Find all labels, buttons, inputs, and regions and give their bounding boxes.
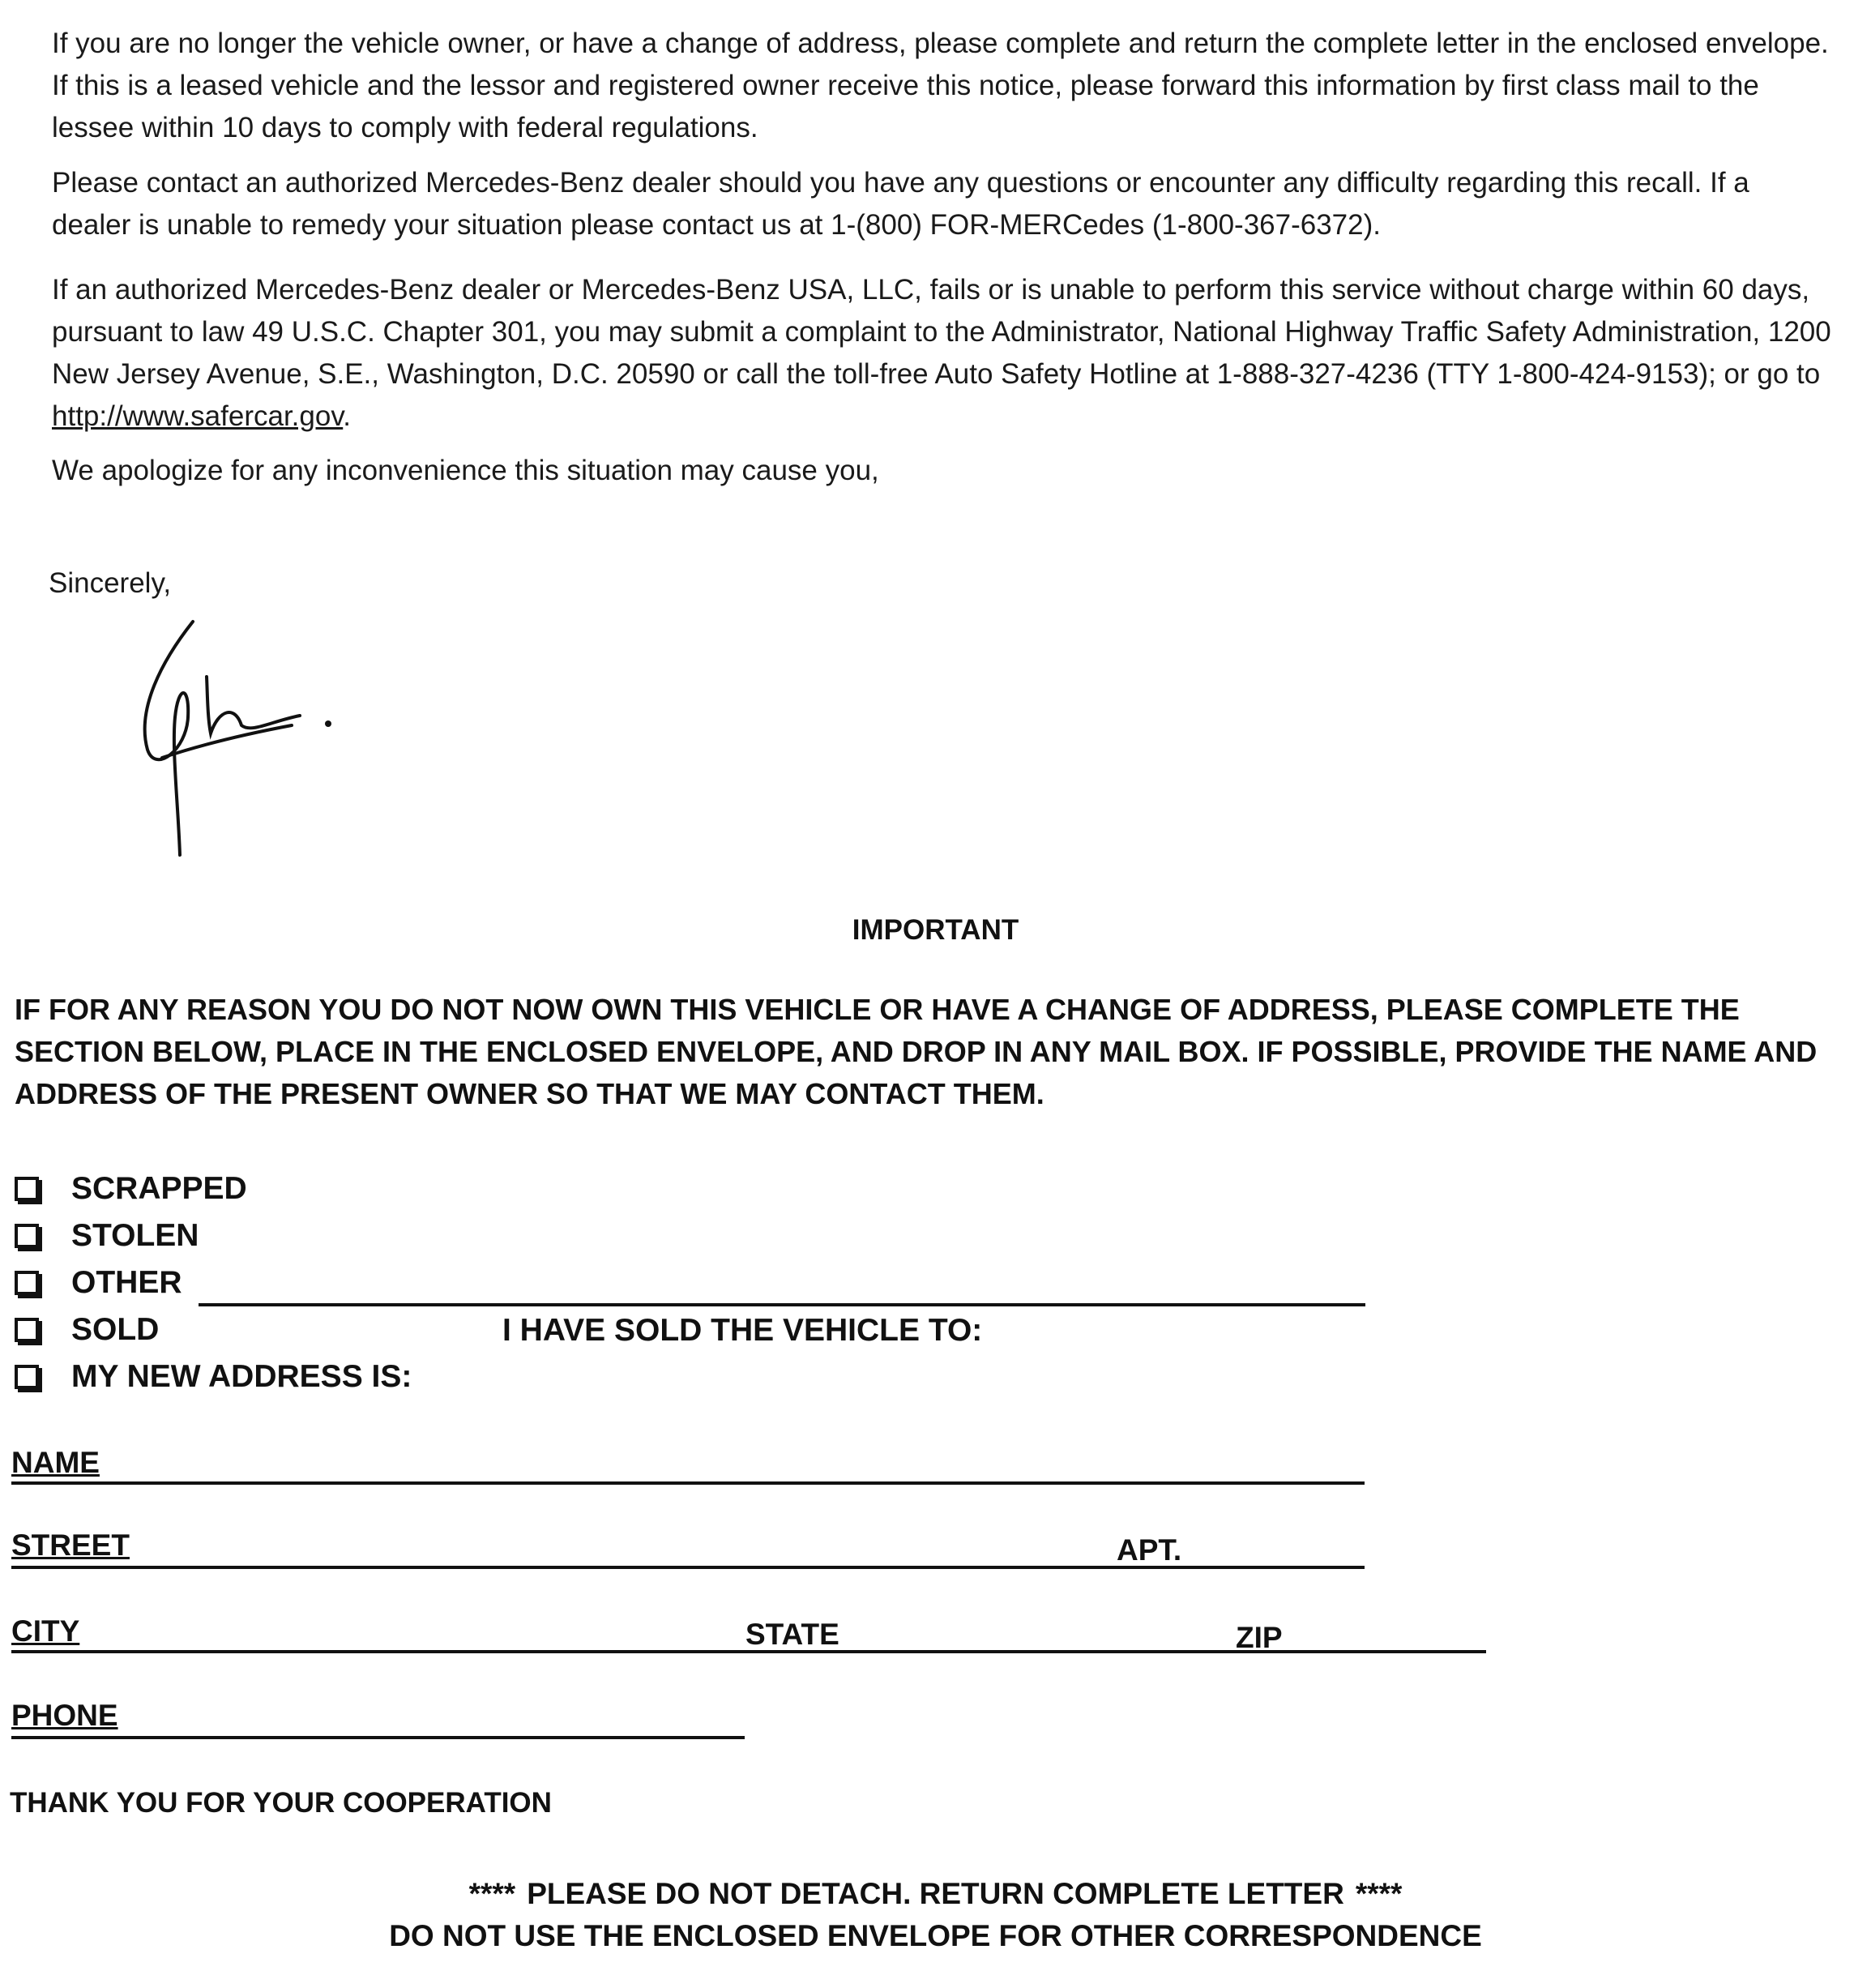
sold-label: SOLD [71,1312,160,1347]
option-new-address[interactable] [15,1353,412,1400]
complaint-end: . [343,400,351,432]
name-field[interactable] [11,1481,1365,1485]
paragraph-complaint [52,269,1835,438]
phone-label: PHONE [11,1699,118,1732]
footer-do-not-detach [0,1877,1871,1911]
option-stolen[interactable] [15,1212,412,1259]
important-notice: IF FOR ANY REASON YOU DO NOT NOW OWN THIS VEHICLE OR HAVE A CHANGE OF ADDRESS, PLEASE COMPLETE THE SECTION BELOW, PLACE IN THE ENCLOSED ENVELOPE, AND DROP IN ANY MAIL BOX. IF POSSIBLE, PROVIDE THE NAME AND ADDRESS OF THE PRESENT OWNER SO THAT WE MAY CONTACT THEM. [15,993,1818,1110]
option-sold[interactable] [15,1306,412,1353]
other-label: OTHER [71,1265,182,1300]
footer-stars-left: **** [468,1877,516,1910]
complaint-text: If an authorized Mercedes-Benz dealer or Mercedes-Benz USA, LLC, fails or is unable to perform this service without charge within 60 days, pursuant to law 49 U.S.C. Chapter 301, you may submit a complaint to the Administrator, National Highway Traffic Safety Administration, 1200 New Jersey Avenue, S.E., Washington, D.C. 20590 or call the toll-free Auto Safety Hotline at 1-888-327-4236 (TTY 1-800-424-9153); or go to [52,274,1831,390]
signature-icon [130,612,357,863]
thank-you-text: THANK YOU FOR YOUR COOPERATION [10,1787,552,1819]
zip-label: ZIP [1236,1621,1283,1654]
sold-to-label: I HAVE SOLD THE VEHICLE TO: [502,1313,983,1348]
name-label: NAME [11,1446,100,1479]
footer-stars-right: **** [1355,1877,1403,1910]
option-other[interactable] [15,1259,412,1306]
new-address-checkbox[interactable] [15,1365,39,1389]
closing-sincerely: Sincerely, [49,567,172,599]
option-scrapped[interactable] [15,1165,412,1212]
paragraph-apology: We apologize for any inconvenience this situation may cause you, [52,455,879,486]
important-heading: IMPORTANT [852,914,1019,946]
stolen-label: STOLEN [71,1218,199,1253]
state-label: STATE [745,1618,839,1651]
phone-field[interactable] [11,1736,745,1739]
footer-envelope-note: DO NOT USE THE ENCLOSED ENVELOPE FOR OTHER CORRESPONDENCE [389,1919,1482,1952]
paragraph-ownership-change: If you are no longer the vehicle owner, or have a change of address, please complete and return the complete letter in the enclosed envelope. If this is a leased vehicle and the lessor and registered owner receive this notice, please forward this information by first class mail to the lessee within 10 days to comply with federal regulations. [52,28,1829,143]
street-label: STREET [11,1528,130,1562]
footer-line1: PLEASE DO NOT DETACH. RETURN COMPLETE LETTER [527,1877,1344,1910]
sold-checkbox[interactable] [15,1318,39,1342]
safercar-link[interactable]: http://www.safercar.gov [52,400,344,432]
status-checkbox-list [15,1165,412,1400]
other-write-in-line[interactable] [199,1303,1365,1306]
paragraph-contact-dealer: Please contact an authorized Mercedes-Benz dealer should you have any questions or encounter any difficulty regarding this recall. If a dealer is unable to remedy your situation please contact us at 1-(800) FOR-MERCedes (1-800-367-6372). [52,167,1749,241]
stolen-checkbox[interactable] [15,1224,39,1248]
other-checkbox[interactable] [15,1271,39,1295]
city-label: CITY [11,1614,80,1648]
scrapped-label: SCRAPPED [71,1171,247,1206]
apt-label: APT. [1117,1533,1182,1567]
scrapped-checkbox[interactable] [15,1177,39,1201]
new-address-label: MY NEW ADDRESS IS: [71,1359,412,1394]
